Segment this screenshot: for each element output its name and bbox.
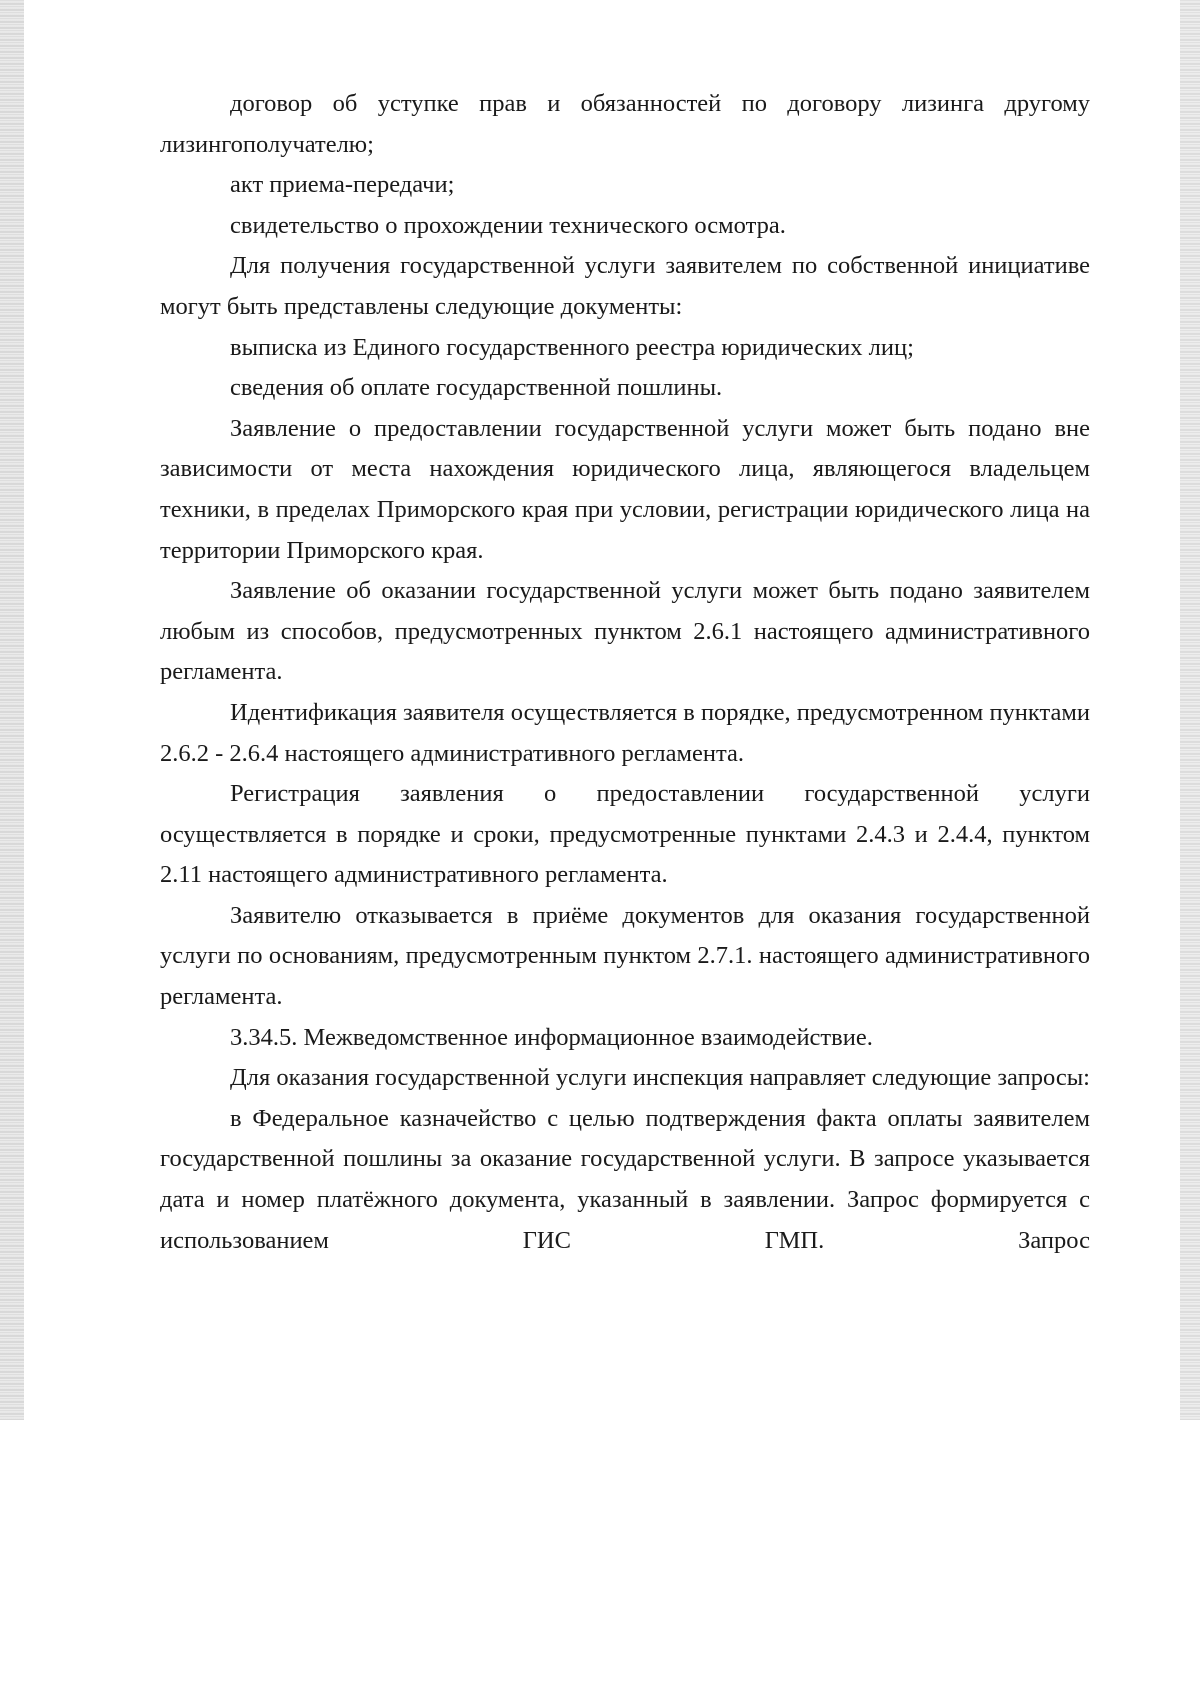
scan-edge-right [1180, 0, 1200, 1420]
scan-edge-left [0, 0, 24, 1420]
section-heading: 3.34.5. Межведомственное информационное взаимодействие. [230, 1023, 873, 1051]
paragraph: выписка из Единого государственного реестра юридических лиц; [230, 333, 914, 361]
paragraph: Заявителю отказывается в приёме документов для оказания государственной услуги по основаниям, предусмотренным пунктом 2.7.1. настоящего административного регламента. [160, 901, 1090, 1011]
paragraph: акт приема-передачи; [230, 171, 455, 199]
paragraph: договор об уступке прав и обязанностей по договору лизинга другому лизингополучателю; [160, 90, 1090, 158]
paragraph: Заявление о предоставлении государственной услуги может быть подано вне зависимости от места нахождения юридического лица, являющегося владельцем техники, в пределах Приморского края при условии, регистрации юридического лица на территории Приморского края. [160, 414, 1090, 564]
paragraph: Заявление об оказании государственной услуги может быть подано заявителем любым из способов, предусмотренных пунктом 2.6.1 настоящего административного регламента. [160, 577, 1090, 686]
paragraph: свидетельство о прохождении технического осмотра. [230, 211, 786, 239]
paragraph: Регистрация заявления о предоставлении государственной услуги осуществляется в порядке и сроки, предусмотренные пунктами 2.4.3 и 2.4.4, пунктом 2.11 настоящего административного регламента. [160, 780, 1090, 889]
paragraph: Для оказания государственной услуги инспекция направляет следующие запросы: [230, 1064, 1090, 1092]
document-body [160, 84, 1090, 1261]
paragraph: в Федеральное казначейство с целью подтверждения факта оплаты заявителем государственной пошлины за оказание государственной услуги. В запросе указывается дата и номер платёжного документа, указанный в заявлении. Запрос формируется с использованием ГИС ГМП. Запрос [160, 1104, 1090, 1254]
paragraph: Для получения государственной услуги заявителем по собственной инициативе могут быть представлены следующие документы: [160, 252, 1090, 320]
paragraph: Идентификация заявителя осуществляется в порядке, предусмотренном пунктами 2.6.2 - 2.6.4 настоящего административного регламента. [160, 698, 1090, 767]
paragraph: сведения об оплате государственной пошлины. [230, 374, 723, 402]
